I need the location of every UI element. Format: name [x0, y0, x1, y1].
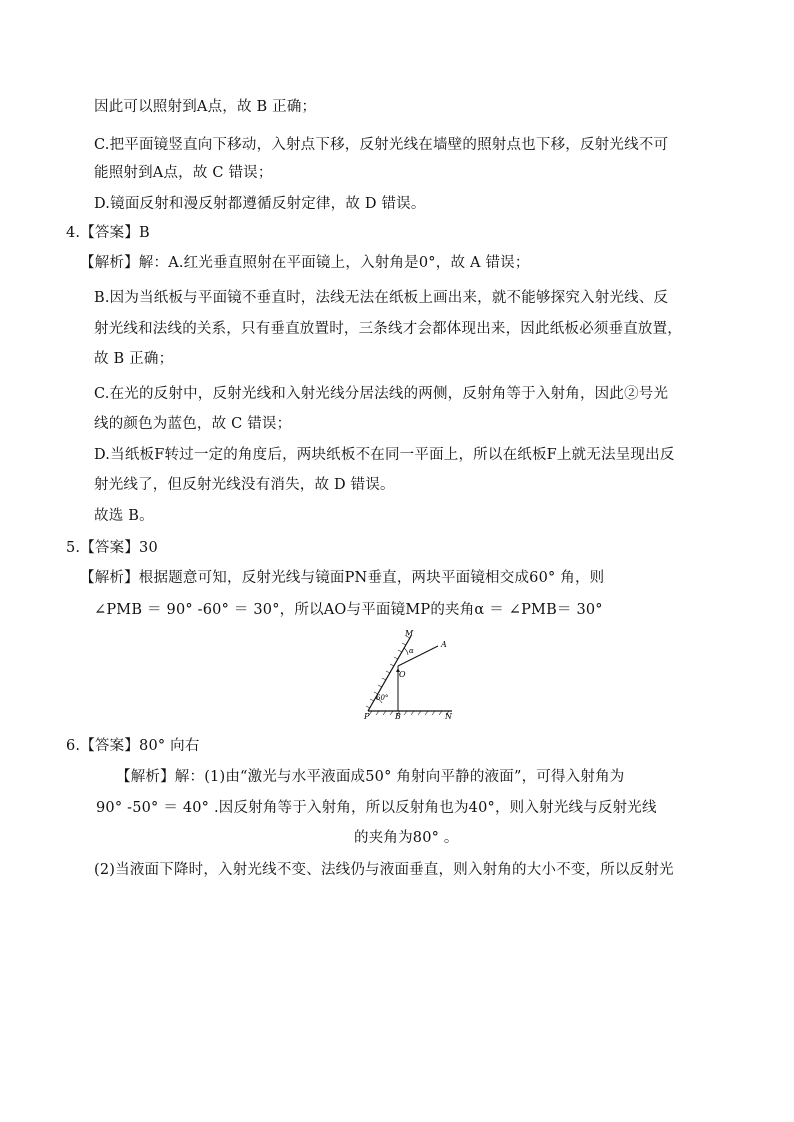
text-line: ∠PMB ＝ 90° -60° ＝ 30°，所以AO与平面镜MP的夹角α ＝ ∠PMB＝ 30° [94, 602, 603, 618]
label-angle: 60° [376, 694, 389, 702]
label-alpha: α [409, 647, 414, 655]
text-line: 【解析】解：(1)由“激光与水平液面成50° 角射向平静的液面”，可得入射角为 [116, 769, 625, 785]
label-n: N [445, 712, 452, 720]
text-line: 故 B 正确； [94, 351, 174, 367]
mirror-reflection-diagram [360, 628, 460, 720]
text-line: 射光线了，但反射光线没有消失，故 D 错误。 [94, 477, 395, 493]
label-p: P [364, 712, 370, 720]
text-line: C.把平面镜竖直向下移动，入射点下移，反射光线在墙壁的照射点也下移，反射光线不可 [94, 137, 669, 153]
label-b: B [395, 712, 401, 720]
text-line: (2)当液面下降时，入射光线不变、法线仍与液面垂直，则入射角的大小不变，所以反射光 [94, 862, 674, 878]
label-m: M [405, 629, 414, 638]
angle-alpha-arc [404, 648, 408, 655]
text-line: C.在光的反射中，反射光线和入射光线分居法线的两侧，反射角等于入射角，因此②号光 [94, 386, 669, 402]
text-line: B.因为当纸板与平面镜不垂直时，法线无法在纸板上画出来，就不能够探究入射光线、反 [94, 290, 669, 306]
answer-heading: 4.【答案】B [66, 225, 150, 241]
text-line: 的夹角为80° 。 [354, 830, 459, 846]
text-line: D.当纸板F转过一定的角度后，两块纸板不在同一平面上，所以在纸板F上就无法呈现出反 [94, 447, 675, 463]
text-line: 90° -50° ＝ 40° .因反射角等于入射角，所以反射角也为40°，则入射光线与反射光线 [96, 800, 657, 816]
text-line: 能照射到A点，故 C 错误； [94, 165, 273, 181]
text-line: 故选 B。 [94, 508, 154, 524]
text-line: 【解析】根据题意可知，反射光线与镜面PN垂直，两块平面镜相交成60° 角，则 [80, 570, 605, 586]
label-o: O [399, 670, 406, 679]
text-line: 因此可以照射到A点，故 B 正确； [94, 99, 317, 115]
text-line: 线的颜色为蓝色，故 C 错误； [94, 416, 292, 432]
label-a: A [441, 640, 447, 649]
text-line: D.镜面反射和漫反射都遵循反射定律，故 D 错误。 [94, 196, 426, 212]
answer-heading: 6.【答案】80° 向右 [66, 738, 200, 754]
text-line: 射光线和法线的关系，只有垂直放置时，三条线才会都体现出来，因此纸板必须垂直放置， [94, 321, 682, 337]
answer-heading: 5.【答案】30 [66, 540, 158, 556]
text-line: 【解析】解：A.红光垂直照射在平面镜上，入射角是0°，故 A 错误； [80, 255, 530, 271]
